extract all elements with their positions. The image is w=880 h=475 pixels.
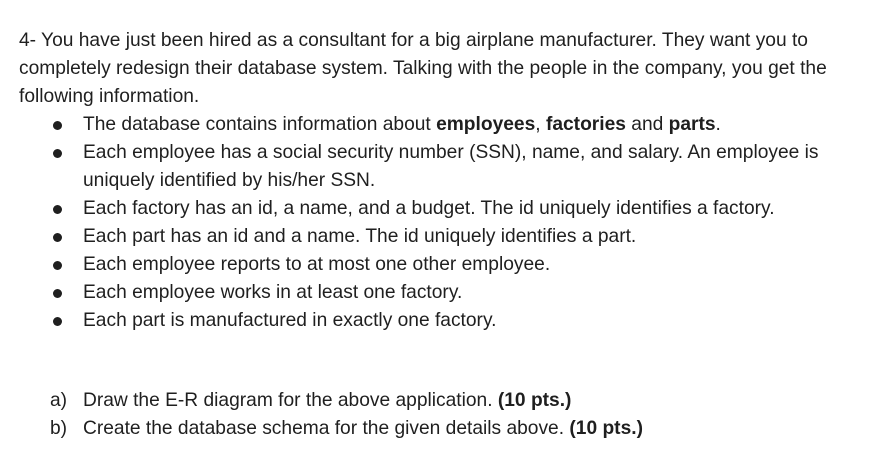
question-intro: 4- You have just been hired as a consultant for a big airplane manufacturer. They want you to completely redesign their database system. Talking with the people in the company, you get the following information. bbox=[19, 30, 827, 107]
list-item bbox=[50, 195, 870, 223]
task-marker: b) bbox=[50, 418, 68, 439]
bullet-text: Each employee reports to at most one other employee. bbox=[83, 254, 551, 275]
list-item bbox=[50, 251, 870, 279]
bullet-text: Each factory has an id, a name, and a budget. The id uniquely identifies a factory. bbox=[83, 198, 775, 219]
list-item bbox=[50, 279, 870, 307]
bullet-icon bbox=[53, 289, 62, 298]
list-item bbox=[50, 139, 870, 195]
bullet-icon bbox=[53, 121, 62, 130]
list-item bbox=[50, 223, 870, 251]
bullet-text: Each part is manufactured in exactly one factory. bbox=[83, 310, 497, 331]
bullet-text: Each employee works in at least one factory. bbox=[83, 282, 463, 303]
bullet-text-sep: , bbox=[535, 114, 546, 135]
bullet-text-pre: The database contains information about bbox=[83, 114, 437, 135]
task-item-a bbox=[50, 387, 870, 415]
bullet-icon bbox=[53, 233, 62, 242]
bullet-text: Each employee has a social security number (SSN), name, and salary. An employee is uniquely identified by his/her SSN. bbox=[83, 142, 819, 191]
bullet-text-sep: and bbox=[625, 114, 669, 135]
bullet-icon bbox=[53, 261, 62, 270]
bullet-icon bbox=[53, 149, 62, 158]
task-list bbox=[50, 387, 870, 443]
task-points: (10 pts.) bbox=[569, 418, 643, 439]
task-text: Draw the E-R diagram for the above application. bbox=[83, 390, 498, 411]
task-points: (10 pts.) bbox=[497, 390, 572, 411]
task-marker: a) bbox=[50, 390, 68, 411]
bullet-icon bbox=[53, 205, 62, 214]
task-text: Create the database schema for the given details above. bbox=[83, 418, 570, 439]
entity-parts: parts bbox=[668, 114, 716, 135]
entity-employees: employees bbox=[436, 114, 536, 135]
list-item bbox=[50, 307, 870, 335]
requirements-list bbox=[50, 111, 870, 335]
entity-factories: factories bbox=[545, 114, 626, 135]
bullet-text: Each part has an id and a name. The id uniquely identifies a part. bbox=[83, 226, 637, 247]
list-item bbox=[50, 111, 870, 139]
task-item-b bbox=[50, 415, 870, 443]
bullet-text-post: . bbox=[715, 114, 721, 135]
bullet-icon bbox=[53, 317, 62, 326]
